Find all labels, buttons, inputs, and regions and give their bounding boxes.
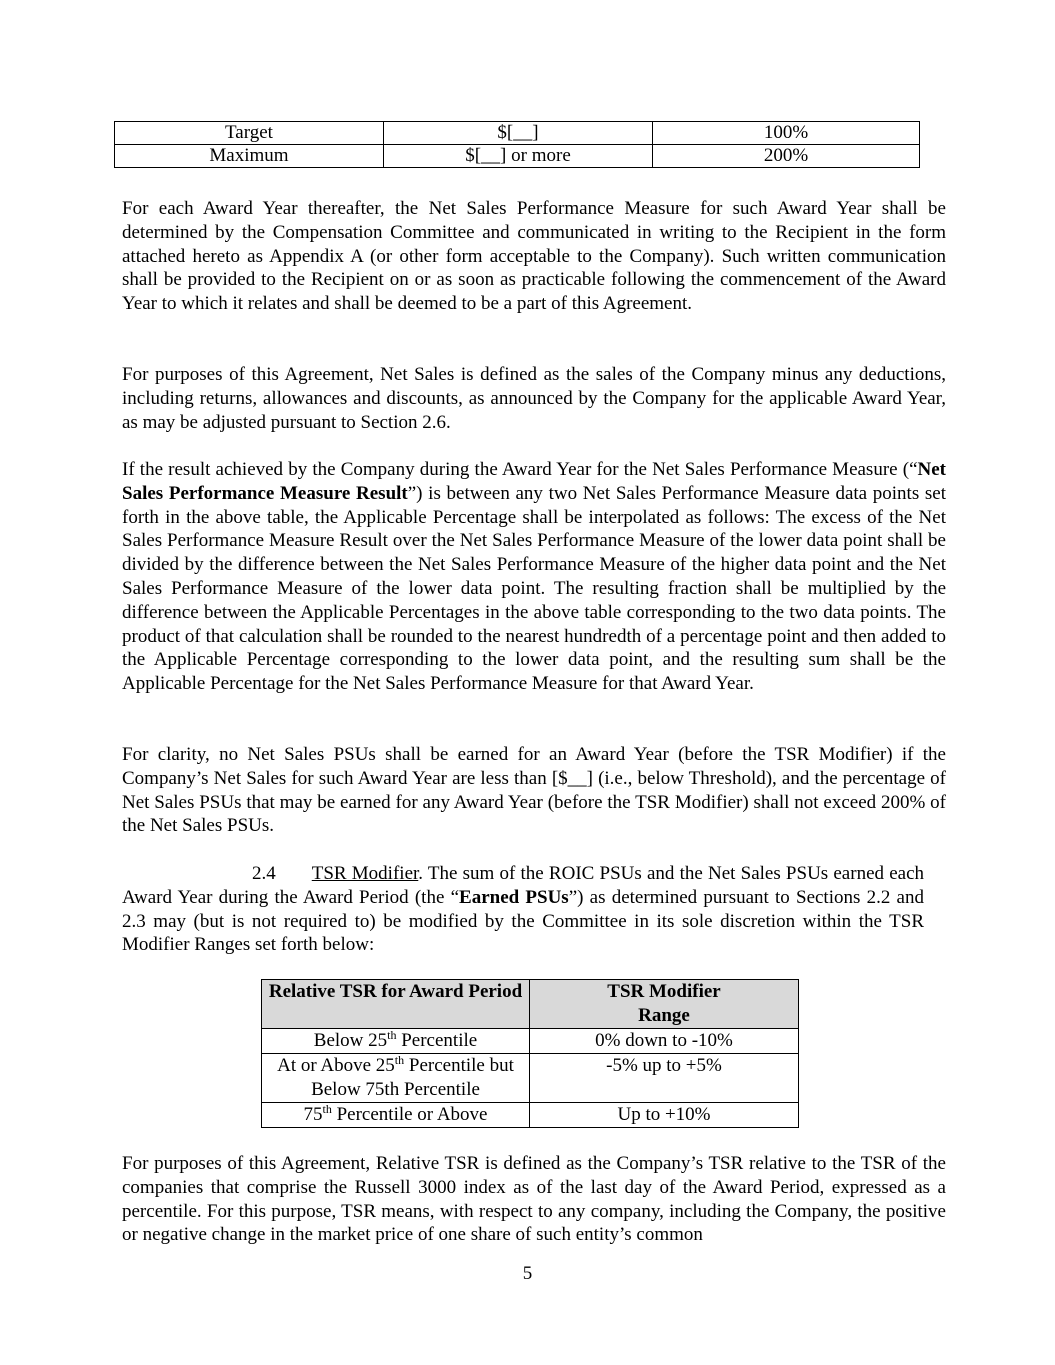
level-cell: Maximum xyxy=(115,145,384,168)
table-row xyxy=(115,145,920,168)
section-2-4 xyxy=(122,862,924,957)
defined-term-earned-psus: Earned PSUs xyxy=(459,886,569,908)
interpolation-text-b: ”) is between any two Net Sales Performance Measure data points set forth in the above table, the Applicable Percentage shall be interpolated as follows: The excess of the Net Sales Performance Measure Result over the Net Sales Performance Measure of the lower data point shall be divided by the difference between the Net Sales Performance Measure of the higher data point and the Net Sales Performance Measure of the lower data point. The resulting fraction shall be multiplied by the difference between the Applicable Percentages in the above table corresponding to the two data points. The product of that calculation shall be rounded to the nearest hundredth of a percentage point and then added to the Applicable Percentage corresponding to the lower data point, and the resulting sum shall be the Applicable Percentage for the Net Sales Performance Measure for that Award Year. xyxy=(122,482,946,695)
relative-tsr-cell xyxy=(262,1054,530,1103)
modifier-range-cell: -5% up to +5% xyxy=(530,1054,799,1103)
table-row xyxy=(262,1103,799,1128)
relative-tsr-cell xyxy=(262,1103,530,1128)
defined-term-result: Net Sales Performance Measure Result xyxy=(122,459,946,504)
table-header-row xyxy=(262,980,799,1029)
ordinal-suffix: th xyxy=(322,1102,332,1116)
section-number: 2.4 xyxy=(252,863,276,884)
paragraph-net-sales-definition: For purposes of this Agreement, Net Sales is defined as the sales of the Company minus any deductions, including returns, allowances and discounts, as announced by the Company for the applicable Award Year, as may be adjusted pursuant to Section 2.6. xyxy=(122,364,946,433)
measure-cell: $[__] or more xyxy=(384,145,653,168)
interpolation-text-a: If the result achieved by the Company during the Award Year for the Net Sales Performance Measure (“ xyxy=(122,459,918,480)
tsr-modifier-table xyxy=(261,979,799,1128)
ordinal-suffix: th xyxy=(387,1028,397,1042)
header-modifier-range: TSR Modifier Range xyxy=(530,980,799,1029)
cell-text: Below 25 xyxy=(313,1030,388,1051)
percentage-cell: 100% xyxy=(653,122,920,145)
paragraph-relative-tsr: For purposes of this Agreement, Relative TSR is defined as the Company’s TSR relative to the TSR of the companies that comprise the Russell 3000 index as of the last day of the Award Period, expressed as a percentile. For this purpose, TSR means, with respect to any company, including the Company, the positive or negative change in the market price of one share of such entity’s common xyxy=(122,1153,946,1246)
level-cell: Target xyxy=(115,122,384,145)
table-row xyxy=(262,1054,799,1103)
section-heading: TSR Modifier xyxy=(311,863,419,884)
header-relative-tsr: Relative TSR for Award Period xyxy=(262,980,530,1029)
modifier-range-cell: Up to +10% xyxy=(530,1103,799,1128)
relative-tsr-cell xyxy=(262,1029,530,1054)
cell-text: Percentile or Above xyxy=(331,1104,488,1125)
cell-text: 75 xyxy=(303,1104,323,1125)
measure-cell: $[__] xyxy=(384,122,653,145)
cell-text: Percentile but Below 75th Percentile xyxy=(311,1055,514,1100)
percentage-cell: 200% xyxy=(653,145,920,168)
table-row xyxy=(262,1029,799,1054)
section-text-a: . The sum of the ROIC PSUs and the Net Sales PSUs earned each Award Year during the Award Period (the “ xyxy=(122,863,924,908)
paragraph-clarity: For clarity, no Net Sales PSUs shall be earned for an Award Year (before the TSR Modifier) if the Company’s Net Sales for such Award Year are less than [$__] (i.e., below Threshold), and the percentage of Net Sales PSUs that may be earned for any Award Year (before the TSR Modifier) shall not exceed 200% of the Net Sales PSUs. xyxy=(122,744,946,837)
paragraph-interpolation xyxy=(122,458,946,696)
page-number: 5 xyxy=(522,1263,533,1284)
cell-text: At or Above 25 xyxy=(277,1055,395,1076)
cell-text: Percentile xyxy=(396,1030,478,1051)
net-sales-table xyxy=(114,121,920,168)
section-text-b: ”) as determined pursuant to Sections 2.2 and 2.3 may (but is not required to) be modified by the Committee in its sole discretion within the TSR Modifier Ranges set forth below: xyxy=(122,886,924,956)
table-row xyxy=(115,122,920,145)
modifier-range-cell: 0% down to -10% xyxy=(530,1029,799,1054)
ordinal-suffix: th xyxy=(394,1053,405,1067)
paragraph-award-year: For each Award Year thereafter, the Net Sales Performance Measure for such Award Year shall be determined by the Compensation Committee and communicated in writing to the Recipient in the form attached hereto as Appendix A (or other form acceptable to the Company). Such written communication shall be provided to the Recipient on or as soon as practicable following the commencement of the Award Year to which it relates and shall be deemed to be a part of this Agreement. xyxy=(122,198,946,315)
